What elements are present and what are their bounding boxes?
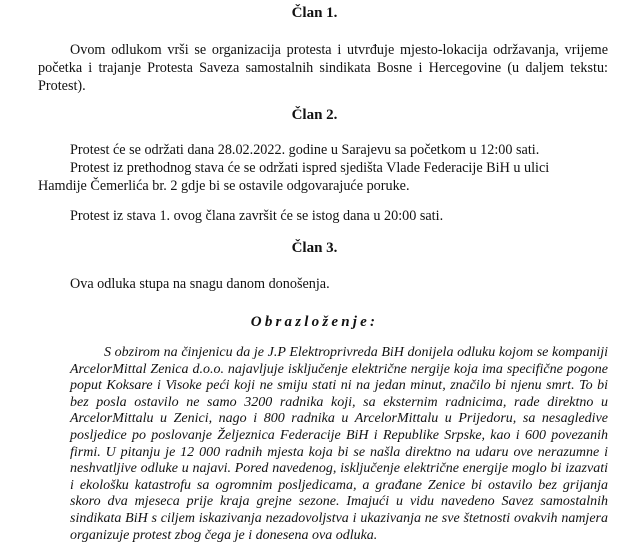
article-3-text: Ova odluka stupa na snagu danom donošenja.	[70, 276, 330, 292]
article-2-paragraph-2-line-2: Hamdije Čemerlića br. 2 gdje bi se ostavile odgovarajuće poruke.	[38, 178, 410, 194]
article-3-heading: Član 3.	[291, 240, 338, 256]
article-1-heading: Član 1.	[291, 5, 338, 21]
article-2-heading: Član 2.	[291, 107, 338, 123]
article-2-paragraph-2-line-1: Protest iz prethodnog stava će se održati ispred sjedišta Vlade Federacije BiH u ulici	[70, 160, 550, 176]
article-2-paragraph-3: Protest iz stava 1. ovog člana završit će se istog dana u 20:00 sati.	[70, 208, 444, 224]
article-2-paragraph-1: Protest će se održati dana 28.02.2022. godine u Sarajevu sa početkom u 12:00 sati.	[70, 142, 540, 158]
article-1-text: Ovom odlukom vrši se organizacija protesta i utvrđuje mjesto-lokacija održavanja, vrijeme početka i trajanje Protesta Saveza samostalnih sindikata Bosne i Hercegovine (u daljem tekstu: Protest).	[38, 42, 608, 94]
explanation-text: S obzirom na činjenicu da je J.P Elektroprivreda BiH donijela odluku kojom se kompaniji ArcelorMittal Zenica d.o.o. najavljuje isključenje električne nergije koja ima specifične pogone poput Koksare i Visoke peći koji ne smiju stati ni na jedan minut, značilo bi njenu smrt. To bi bez posla ostavilo ne samo 3200 radnika koji, sa eksternim radnicima, rade direktno u ArcelorMittalu u Zenici, nago i 800 radnika u ArcelorMittalu u Prijedoru, sa nesagledive posljedice po poslovanje Željeznica Federacije BiH i Republike Srpske, kao i 600 povezanih firmi. U pitanju je 12 000 radnih mjesta koja bi se našla direktno na udaru ove nerazumne i neshvatljive odluke u najavi. Pored navedenog, isključenje električne energije moglo bi izazvati i ekološku katastrofu sa ogromnim posljedicama, a građane Zenice bi ostavilo bez grijanja skoro dva mjeseca prije kraja grejne sezone. Imajući u vidu navedeno Savez samostalnih sindikata BiH s ciljem iskazivanja nezadovoljstva i ukazivanja ne sve štetnosti ovakvih namjera organizuje protest zbog čega je i donesena ova odluka.	[70, 345, 608, 543]
explanation-heading: Obrazloženje:	[250, 314, 379, 330]
